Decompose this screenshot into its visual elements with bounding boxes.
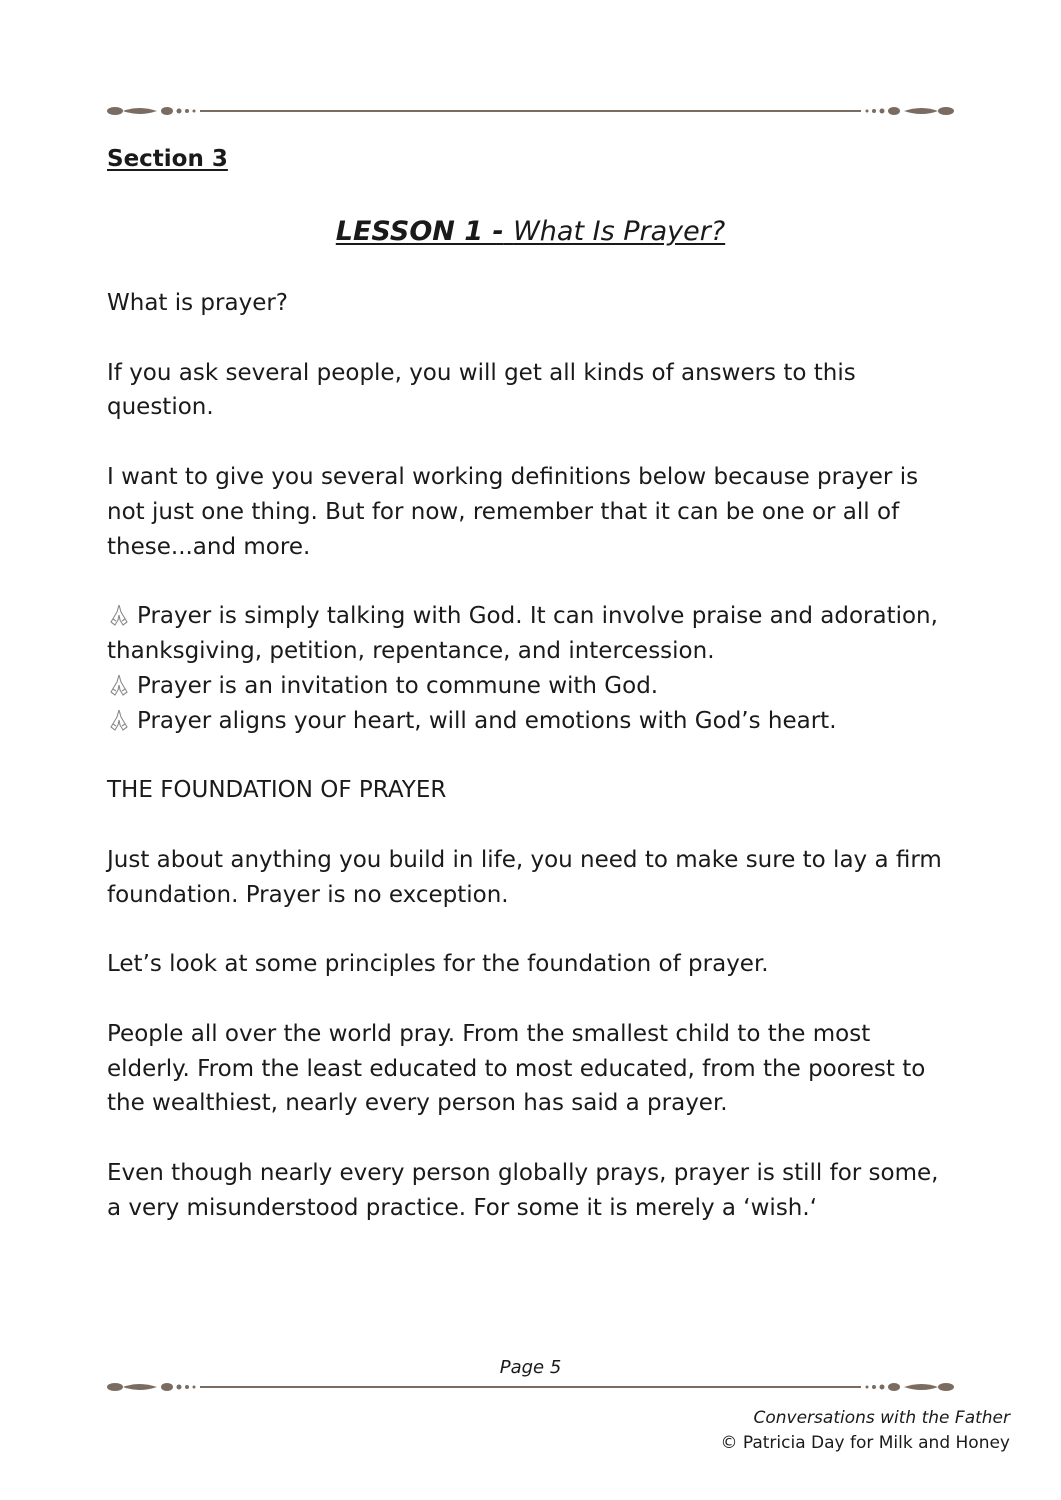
lesson-number: LESSON 1 - — [335, 216, 504, 247]
paragraph-principles: Let’s look at some principles for the foundation of prayer. — [107, 951, 769, 978]
praying-hands-icon — [107, 708, 131, 732]
book-title: Conversations with the Father — [753, 1408, 1010, 1428]
copyright-notice: © Patricia Day for Milk and Honey — [720, 1433, 1010, 1453]
footer-credits — [720, 1406, 1010, 1456]
list-item-text: Prayer aligns your heart, will and emotions with God’s heart. — [137, 707, 837, 734]
top-ornamental-divider — [105, 103, 956, 119]
paragraph-ask-people: If you ask several people, you will get all kinds of answers to this question. — [107, 359, 856, 421]
subheading-foundation: THE FOUNDATION OF PRAYER — [107, 777, 447, 804]
paragraph-misunderstood: Even though nearly every person globally prays, prayer is still for some, a very misunderstood practice. For some it is merely a ‘wish.‘ — [107, 1159, 939, 1221]
bottom-ornamental-divider — [105, 1379, 956, 1395]
list-item — [107, 704, 952, 739]
lesson-name: What Is Prayer? — [513, 216, 726, 247]
definition-list — [107, 599, 952, 738]
list-item-text: Prayer is simply talking with God. It can involve praise and adoration, thanksgiving, petition, repentance, and intercession. — [107, 603, 938, 664]
paragraph-what-is-prayer: What is prayer? — [107, 290, 289, 316]
list-item — [107, 669, 952, 704]
lesson-body — [107, 286, 952, 1260]
paragraph-firm-foundation: Just about anything you build in life, you need to make sure to lay a firm foundation. Prayer is no exception. — [107, 846, 942, 908]
list-item — [107, 599, 952, 669]
paragraph-working-definitions: I want to give you several working definitions below because prayer is not just one thing. But for now, remember that it can be one or all of these...and more. — [107, 463, 919, 560]
praying-hands-icon — [107, 603, 131, 627]
paragraph-people-pray: People all over the world pray. From the smallest child to the most elderly. From the least educated to most educated, from the poorest to the wealthiest, nearly every person has said a prayer. — [107, 1020, 926, 1117]
praying-hands-icon — [107, 673, 131, 697]
section-heading: Section 3 — [107, 146, 228, 172]
list-item-text: Prayer is an invitation to commune with God. — [137, 672, 659, 699]
page-number: Page 5 — [499, 1357, 562, 1378]
lesson-title — [0, 216, 1061, 247]
